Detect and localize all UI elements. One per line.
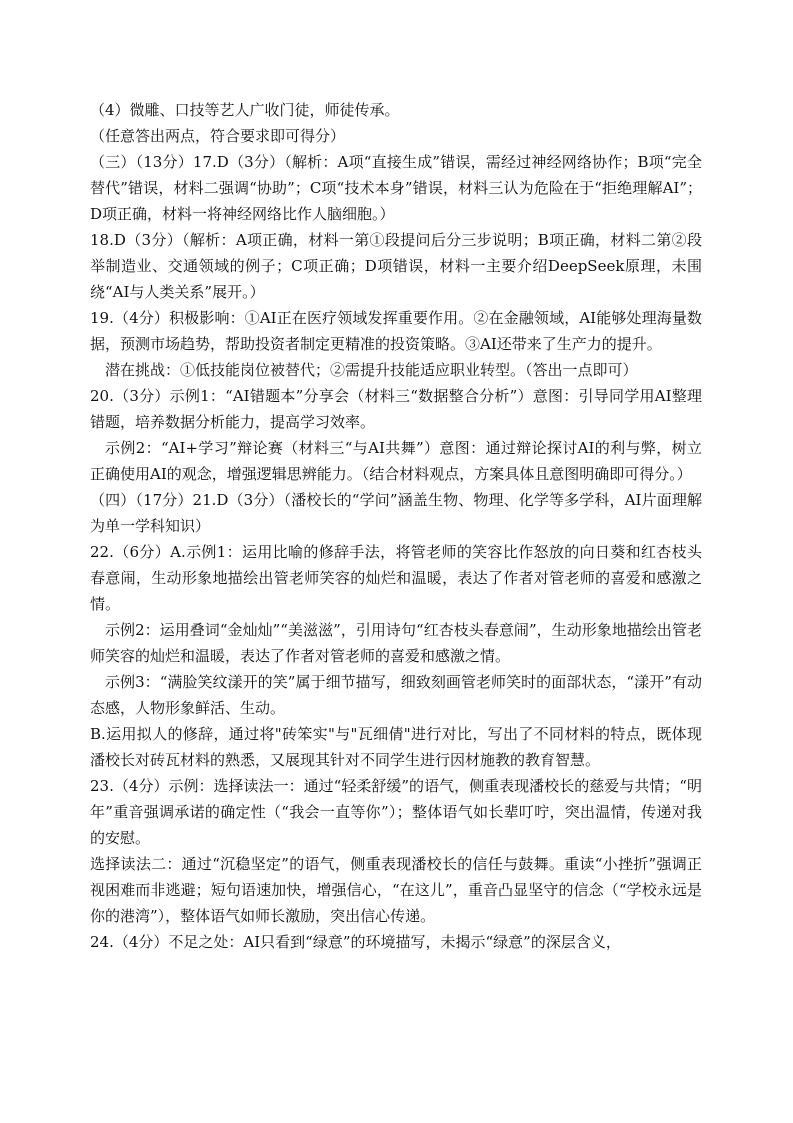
paragraph: 23.（4分）示例：选择读法一：通过“轻柔舒缓”的语气，侧重表现潘校长的慈爱与共情；“明年”重音强调承诺的确定性（“我会一直等你”）；整体语气如长辈叮咛，突出温情，传递对我的安慰。 (90, 777, 702, 847)
paragraph: （三）（13分）17.D（3分）（解析：A项“直接生成”错误，需经过神经网络协作；B项“完全替代”错误，材料二强调“协助”；C项“技术本身”错误，材料三认为危险在于“拒绝理解AI”；D项正确，材料一将神经网络比作人脑细胞。） (90, 153, 702, 223)
paragraph: （4）微雕、口技等艺人广收门徒，师徒传承。 (90, 101, 400, 119)
paragraph: 示例2：运用叠词“金灿灿”“美滋滋”，引用诗句“红杏枝头春意闹”，生动形象地描绘出管老师笑容的灿烂和温暖，表达了作者对管老师的喜爱和感激之情。 (90, 621, 702, 665)
paragraph: 24.（4分）不足之处：AI只看到“绿意”的环境描写，未揭示“绿意”的深层含义， (90, 933, 621, 951)
paragraph: （任意答出两点，符合要求即可得分） (90, 127, 346, 145)
paragraph: 18.D（3分）（解析：A项正确，材料一第①段提问后分三步说明；B项正确，材料二第②段举制造业、交通领域的例子；C项正确；D项错误，材料一主要介绍DeepSeek原理，未围绕“AI与人类关系”展开。） (90, 231, 702, 301)
paragraph: 潜在挑战：①低技能岗位被替代；②需提升技能适应职业转型。（答出一点即可） (105, 361, 638, 379)
paragraph: 示例3：“满脸笑纹漾开的笑”属于细节描写，细致刻画管老师笑时的面部状态，“漾开”有动态感，人物形象鲜活、生动。 (90, 673, 702, 717)
paragraph: 19.（4分）积极影响：①AI正在医疗领域发挥重要作用。②在金融领域，AI能够处理海量数据，预测市场趋势，帮助投资者制定更精准的投资策略。③AI还带来了生产力的提升。 (90, 309, 702, 353)
paragraph: 选择读法二：通过“沉稳坚定”的语气，侧重表现潘校长的信任与鼓舞。重读“小挫折”强调正视困难而非逃避；短句语速加快，增强信心，“在这儿”，重音凸显坚守的信念（“学校永远是你的港湾”），整体语气如师长激励，突出信心传递。 (90, 855, 702, 925)
answer-key-text (90, 97, 702, 955)
paragraph: （四）（17分）21.D（3分）（潘校长的“学问”涵盖生物、物理、化学等多学科，AI片面理解为单一学科知识） (90, 491, 702, 535)
paragraph: 20.（3分）示例1：“AI错题本”分享会（材料三“数据整合分析”）意图：引导同学用AI整理错题，培养数据分析能力，提高学习效率。 (90, 387, 702, 431)
paragraph: 22.（6分）A.示例1：运用比喻的修辞手法，将管老师的笑容比作怒放的向日葵和红杏枝头春意闹，生动形象地描绘出管老师笑容的灿烂和温暖，表达了作者对管老师的喜爱和感激之情。 (90, 543, 702, 613)
paragraph: B.运用拟人的修辞，通过将"砖笨实"与"瓦细倩"进行对比，写出了不同材料的特点，既体现潘校长对砖瓦材料的熟悉，又展现其针对不同学生进行因材施教的教育智慧。 (90, 725, 702, 769)
paragraph: 示例2：“AI+学习”辩论赛（材料三“与AI共舞”）意图：通过辩论探讨AI的利与弊，树立正确使用AI的观念，增强逻辑思辨能力。（结合材料观点，方案具体且意图明确即可得分。） (90, 439, 702, 483)
